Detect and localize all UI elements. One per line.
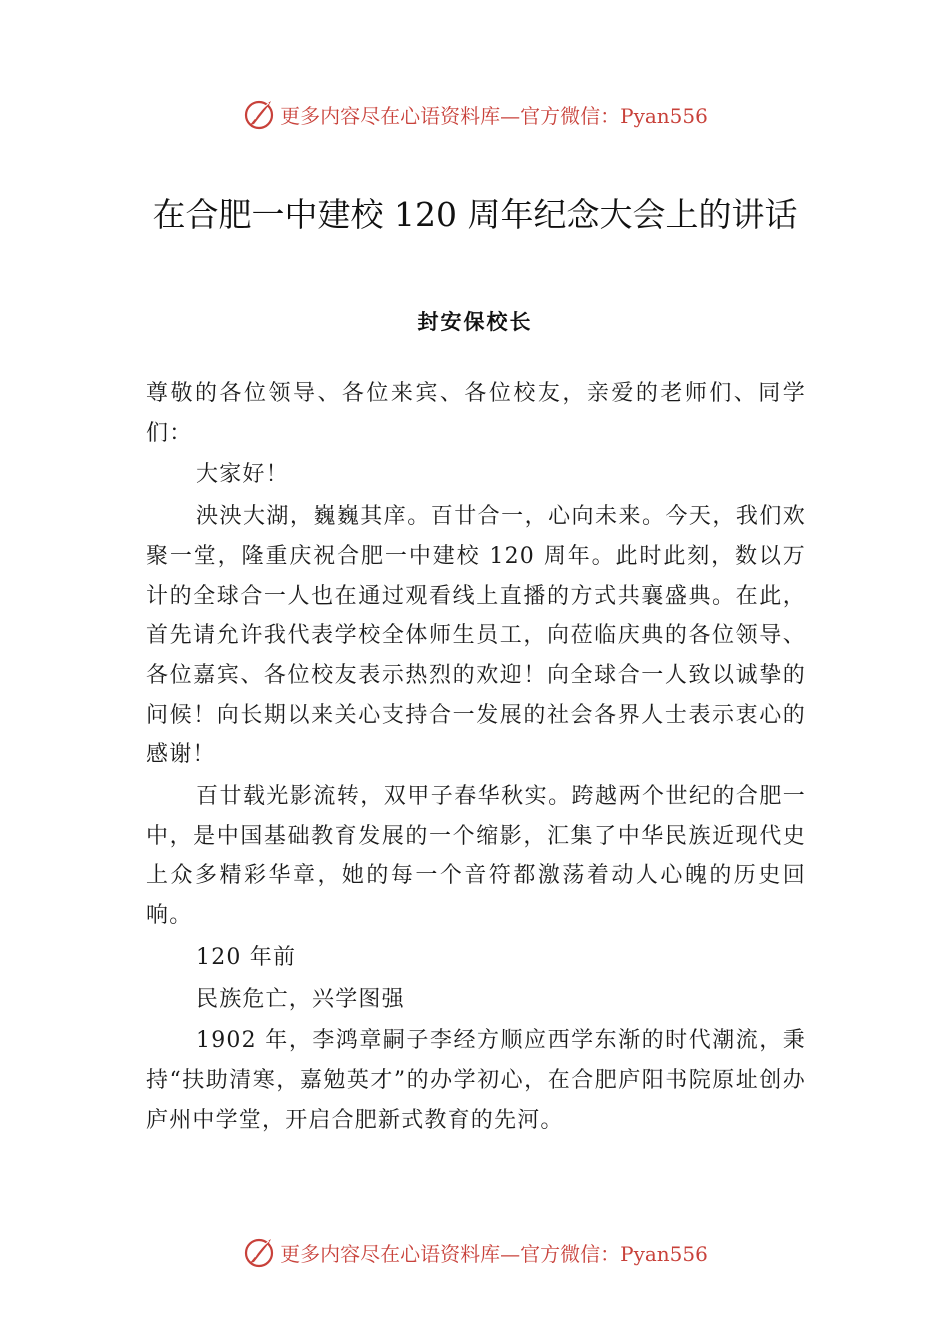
watermark-text: 更多内容尽在心语资料库—官方微信：Pyan556 bbox=[280, 103, 708, 128]
watermark-header bbox=[0, 94, 950, 134]
watermark-text: 更多内容尽在心语资料库—官方微信：Pyan556 bbox=[280, 1241, 708, 1266]
paragraph-opening: 泱泱大湖，巍巍其庠。百廿合一，心向未来。今天，我们欢聚一堂，隆重庆祝合肥一中建校 120 周年。此时此刻，数以万计的全球合一人也在通过观看线上直播的方式共襄盛典。在此，首先请允许我代表学校全体师生员工，向莅临庆典的各位领导、各位嘉宾、各位校友表示热烈的欢迎！向全球合一人致以诚挚的问候！向长期以来关心支持合一发展的社会各界人士表示衷心的感谢！ bbox=[146, 504, 806, 768]
watermark-footer bbox=[0, 1232, 950, 1272]
document-author: 封安保校长 bbox=[417, 309, 533, 334]
paragraph-founding: 1902 年，李鸿章嗣子李经方顺应西学东渐的时代潮流，秉持“扶助清寒，嘉勉英才”的办学初心，在合肥庐阳书院原址创办庐州中学堂，开启合肥新式教育的先河。 bbox=[146, 1028, 806, 1133]
document-body bbox=[146, 374, 806, 1142]
quill-logo-icon bbox=[242, 97, 276, 131]
section-heading-120-years-ago: 120 年前 bbox=[196, 944, 297, 970]
paragraph-salutation: 尊敬的各位领导、各位来宾、各位校友，亲爱的老师们、同学们： bbox=[146, 381, 806, 446]
paragraph-greeting: 大家好！ bbox=[196, 462, 289, 488]
paragraph-history: 百廿载光影流转，双甲子春华秋实。跨越两个世纪的合肥一中，是中国基础教育发展的一个缩影，汇集了中华民族近现代史上众多精彩华章，她的每一个音符都激荡着动人心魄的历史回响。 bbox=[146, 784, 806, 929]
section-subheading: 民族危亡，兴学图强 bbox=[196, 986, 405, 1012]
document-title: 在合肥一中建校 120 周年纪念大会上的讲话 bbox=[152, 195, 798, 234]
quill-logo-icon bbox=[242, 1235, 276, 1269]
